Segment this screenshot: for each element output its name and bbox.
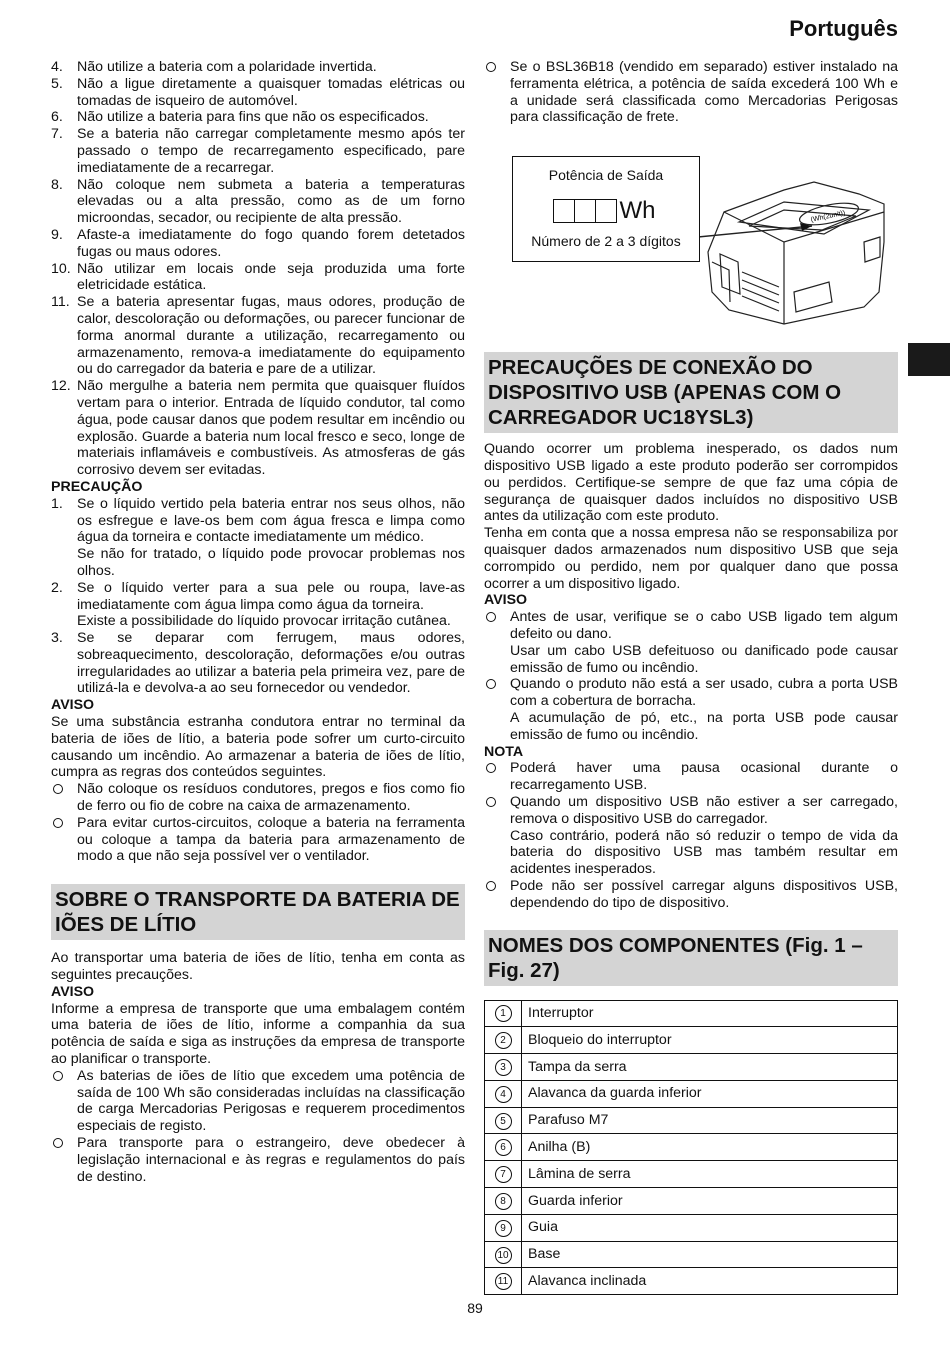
usb-paragraph-2: Tenha em conta que a nossa empresa não se responsabiliza por quaisquer dados armazenados num dispositivo USB que seja corrompido ou perdido, nem por qualquer dano que possa ocorrer a um dispositivo ligado. <box>484 525 898 592</box>
usb-paragraph-1: Quando ocorrer um problema inesperado, os dados num dispositivo USB ligado a este produto poderão ser corrompidos ou perdidos. Certifique-se sempre de que faz uma cópia de segurança de quaisquer dados incluídos no dispositivo USB antes da utilização com este produto. <box>484 441 898 525</box>
digit-boxes <box>553 199 655 223</box>
item-main-text: Antes de usar, verifique se o cabo USB ligado tem algum defeito ou dano. <box>510 609 898 642</box>
aviso-transport-text: Informe a empresa de transporte que uma embalagem contém uma bateria de iões de lítio, informe a companhia da sua potência de saída e siga as instruções da empresa de transporte ao planificar o transporte. <box>51 1000 465 1068</box>
part-number: 2 <box>495 1032 512 1049</box>
part-number: 1 <box>495 1005 512 1022</box>
item-number: 12. <box>51 378 71 395</box>
aviso-text: Se uma substância estranha condutora entrar no terminal da bateria de iões de lítio, a bateria pode sofrer um curto-circuito causando um incêndio. Ao armazenar a bateria de iões de lítio, cumpra as regras dos conteúdos seguintes. <box>51 714 465 781</box>
item-text <box>77 294 465 378</box>
part-index-cell <box>485 1134 522 1161</box>
table-row <box>485 1134 898 1161</box>
part-number: 6 <box>495 1139 512 1156</box>
item-text <box>510 676 898 743</box>
circle-bullet-icon <box>51 1068 77 1135</box>
list-item <box>51 815 465 865</box>
part-index-cell <box>485 1027 522 1054</box>
item-text <box>77 630 465 697</box>
language-heading: Português <box>789 16 898 41</box>
item-text: Para transporte para o estrangeiro, deve obedecer à legislação internacional e às regras e regulamentos do país de destino. <box>77 1135 465 1185</box>
item-main-text: Não mergulhe a bateria nem permita que quaisquer fluídos vertam para o interior. Entrada de líquido condutor, tal como água, pode causar danos que podem resultar em incêndio ou explosão. Guarde a bateria num local fresco e seco, longe de materiais inflamáveis e combustíveis. As atmosferas de gás corrosivo devem ser evitadas. <box>77 378 465 479</box>
item-text <box>77 59 465 76</box>
parts-table <box>484 1000 898 1296</box>
list-item <box>51 59 465 76</box>
list-item <box>51 294 465 378</box>
circle-bullet-icon <box>484 59 510 126</box>
item-main-text: Não utilizar em locais onde seja produzida uma forte eletricidade estática. <box>77 260 465 294</box>
item-text <box>510 609 898 676</box>
item-main-text: Se o líquido verter para a sua pele ou roupa, lave-as imediatamente com água limpa como água da torneira. <box>77 579 465 613</box>
digit-cell <box>595 199 617 223</box>
circle-bullet-icon <box>51 781 77 815</box>
item-main-text: Não coloque nem submeta a bateria a temperaturas elevadas ou a alta pressão, como as de um forno microondas, secador, ou recipiente de alta pressão. <box>77 176 465 227</box>
part-name: Guia <box>522 1214 898 1241</box>
item-main-text: Se se deparar com ferrugem, maus odores, sobreaquecimento, descoloração, deformações e/ou outras irregularidades ao utilizar a bateria pela primeira vez, pare de utilizá-la e devolva-a ao seu fornecedor ou vendedor. <box>77 630 465 697</box>
table-row <box>485 1027 898 1054</box>
item-main-text: Quando um dispositivo USB não estiver a ser carregado, remova o dispositivo USB do carregador. <box>510 793 898 827</box>
item-number: 11. <box>51 294 70 311</box>
battery-marking-text: (Wh(2unit)) <box>810 209 846 225</box>
part-number: 4 <box>495 1086 512 1103</box>
item-text <box>77 177 465 227</box>
list-item <box>51 227 465 261</box>
part-index-cell <box>485 1214 522 1241</box>
circle-bullet-icon <box>484 794 510 878</box>
item-main-text: Pode não ser possível carregar alguns dispositivos USB, dependendo do tipo de dispositivo. <box>510 877 898 911</box>
part-index-cell <box>485 1107 522 1134</box>
bsl36b18-note: Se o BSL36B18 (vendido em separado) estiver instalado na ferramenta elétrica, a potência de saída excederá 100 Wh e a unidade será classificada como Mercadorias Perigosas para classificação de frete. <box>510 59 898 126</box>
list-item <box>484 59 898 126</box>
list-item <box>51 496 465 580</box>
list-item <box>51 76 465 110</box>
part-number: 8 <box>495 1193 512 1210</box>
item-number: 3. <box>51 630 63 647</box>
item-main-text: Se o líquido vertido pela bateria entrar nos seus olhos, não os esfregue e lave-os bem com água fresca e limpa como água da torneira e contacte imediatamente um médico. <box>77 495 465 546</box>
usb-aviso-list <box>484 609 898 743</box>
nota-heading: NOTA <box>484 743 524 760</box>
item-text <box>510 760 898 794</box>
part-index-cell <box>485 1268 522 1295</box>
nota-list <box>484 760 898 911</box>
aviso-bullet-list <box>51 781 465 865</box>
circle-bullet-icon <box>51 815 77 865</box>
label-title: Potência de Saída <box>548 167 664 184</box>
item-extra-text: A acumulação de pó, etc., na porta USB pode causar emissão de fumo ou incêndio. <box>510 709 898 743</box>
table-row <box>485 1241 898 1268</box>
usb-aviso-heading: AVISO <box>484 592 528 609</box>
item-main-text: Não utilize a bateria para fins que não os especificados. <box>77 109 429 126</box>
output-power-label <box>512 156 700 262</box>
circle-bullet-icon <box>484 760 510 794</box>
item-text <box>77 580 465 630</box>
part-name: Lâmina de serra <box>522 1161 898 1188</box>
item-main-text: Poderá haver uma pausa ocasional durante o recarregamento USB. <box>510 760 898 794</box>
item-extra-text: Existe a possibilidade do líquido provocar irritação cutânea. <box>77 613 451 630</box>
item-main-text: Não a ligue diretamente a quaisquer tomadas elétricas ou tomadas de isqueiro de automóvel. <box>77 75 465 109</box>
part-name: Parafuso M7 <box>522 1107 898 1134</box>
list-item <box>484 794 898 878</box>
item-text <box>510 794 898 878</box>
item-text: Para evitar curtos-circuitos, coloque a bateria na ferramenta ou coloque a tampa da bateria para armazenamento de modo a que não seja possível ver o ventilador. <box>77 814 465 865</box>
list-item <box>51 177 465 227</box>
table-row <box>485 1161 898 1188</box>
part-index-cell <box>485 1000 522 1027</box>
transport-intro: Ao transportar uma bateria de iões de lítio, tenha em conta as seguintes precauções. <box>51 950 465 984</box>
part-number: 3 <box>495 1059 512 1076</box>
part-name: Bloqueio do interruptor <box>522 1027 898 1054</box>
list-item <box>51 1068 465 1135</box>
aviso-transport-heading: AVISO <box>51 983 95 1000</box>
circle-bullet-icon <box>484 609 510 676</box>
item-main-text: Não utilize a bateria com a polaridade invertida. <box>77 59 377 75</box>
circle-bullet-icon <box>484 676 510 743</box>
aviso-heading: AVISO <box>51 697 95 714</box>
item-number: 4. <box>51 59 63 75</box>
left-column <box>51 59 465 1185</box>
item-text: As baterias de iões de lítio que excedem uma potência de saída de 100 Wh são consideradas incluídas na classificação de carga Mercadorias Perigosas e requerem procedimentos especiais de registo. <box>77 1067 465 1135</box>
part-index-cell <box>485 1161 522 1188</box>
part-number: 10 <box>495 1247 512 1264</box>
item-main-text: Quando o produto não está a ser usado, cubra a porta USB com a cobertura de borracha. <box>510 676 898 710</box>
list-item <box>51 261 465 295</box>
part-number: 7 <box>495 1166 512 1183</box>
part-index-cell <box>485 1188 522 1215</box>
table-row <box>485 1107 898 1134</box>
part-name: Alavanca inclinada <box>522 1268 898 1295</box>
digit-cell <box>553 199 575 223</box>
item-main-text: Se a bateria apresentar fugas, maus odores, produção de calor, descoloração ou deformações, ou parecer funcionar de forma anormal durante a utilização, recarregamento ou armazenamento, remova-a imediatamente do equipamento ou do carregador da bateria e pare de a utilizar. <box>77 294 465 378</box>
item-main-text: Afaste-a imediatamente do fogo quando forem detetados fugas ou maus odores. <box>77 226 465 260</box>
item-text: Não coloque os resíduos condutores, pregos e fios como fio de ferro ou fio de cobre na caixa de armazenamento. <box>77 781 465 815</box>
item-text <box>77 261 465 295</box>
section-heading-parts: NOMES DOS COMPONENTES (Fig. 1 – Fig. 27) <box>484 930 898 986</box>
section-tab-marker <box>908 343 950 376</box>
item-number: 1. <box>51 495 63 512</box>
list-item <box>51 378 465 479</box>
item-number: 5. <box>51 75 63 92</box>
part-index-cell <box>485 1241 522 1268</box>
list-item <box>484 878 898 912</box>
list-item <box>51 781 465 815</box>
aviso-transport-bullet-list <box>51 1068 465 1186</box>
item-extra-text: Se não for tratado, o líquido pode provocar problemas nos olhos. <box>77 546 465 579</box>
label-caption: Número de 2 a 3 dígitos <box>531 233 681 250</box>
safety-list <box>51 59 465 479</box>
precaucao-list <box>51 496 465 698</box>
list-item <box>51 630 465 697</box>
table-row <box>485 1268 898 1295</box>
item-text <box>77 109 465 126</box>
item-text <box>510 878 898 912</box>
list-item <box>51 126 465 176</box>
circle-bullet-icon <box>484 878 510 912</box>
part-name: Interruptor <box>522 1000 898 1027</box>
output-power-figure <box>484 142 898 342</box>
part-name: Base <box>522 1241 898 1268</box>
circle-bullet-icon <box>51 1135 77 1185</box>
item-text <box>77 378 465 479</box>
part-index-cell <box>485 1054 522 1081</box>
part-name: Anilha (B) <box>522 1134 898 1161</box>
list-item <box>484 760 898 794</box>
item-text <box>77 227 465 261</box>
table-row <box>485 1214 898 1241</box>
part-number: 11 <box>495 1273 512 1290</box>
item-text <box>77 126 465 176</box>
item-main-text: Se a bateria não carregar completamente mesmo após ter passado o tempo de recarregamento especificado, pare imediatamente de a recarregar. <box>77 126 465 176</box>
list-item <box>51 109 465 126</box>
item-extra-text: Caso contrário, poderá não só reduzir o tempo de vida da bateria do dispositivo USB mas também resultar em acidentes inesperados. <box>510 827 898 878</box>
list-item <box>484 609 898 676</box>
page-number: 89 <box>467 1300 483 1316</box>
table-row <box>485 1080 898 1107</box>
part-number: 5 <box>495 1113 512 1130</box>
part-index-cell <box>485 1080 522 1107</box>
precaucao-heading: PRECAUÇÃO <box>51 478 143 495</box>
section-heading-transport: SOBRE O TRANSPORTE DA BATERIA DE IÕES DE LÍTIO <box>51 884 465 940</box>
table-row <box>485 1054 898 1081</box>
item-text <box>77 76 465 110</box>
item-extra-text: Usar um cabo USB defeituoso ou danificado pode causar emissão de fumo ou incêndio. <box>510 642 898 676</box>
part-name: Tampa da serra <box>522 1054 898 1081</box>
right-column <box>484 59 898 1295</box>
table-row <box>485 1188 898 1215</box>
list-item <box>51 580 465 630</box>
list-item <box>51 1135 465 1185</box>
item-number: 6. <box>51 109 63 126</box>
item-number: 2. <box>51 579 63 596</box>
unit-label: Wh <box>619 197 656 225</box>
section-heading-usb: PRECAUÇÕES DE CONEXÃO DO DISPOSITIVO USB (APENAS COM O CARREGADOR UC18YSL3) <box>484 352 898 433</box>
item-number: 9. <box>51 226 63 243</box>
part-number: 9 <box>495 1220 512 1237</box>
item-number: 7. <box>51 126 63 143</box>
item-number: 10. <box>51 260 71 277</box>
digit-cell <box>574 199 596 223</box>
item-text <box>77 496 465 580</box>
list-item <box>484 676 898 743</box>
part-name: Guarda inferior <box>522 1188 898 1215</box>
part-name: Alavanca da guarda inferior <box>522 1080 898 1107</box>
table-row <box>485 1000 898 1027</box>
item-number: 8. <box>51 176 63 193</box>
